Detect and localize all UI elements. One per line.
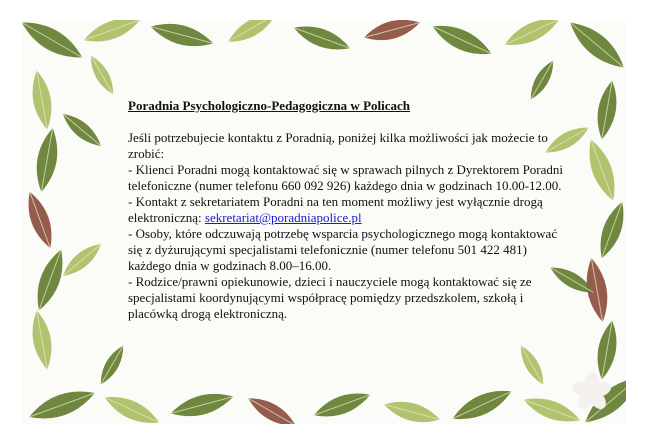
leaf-shape bbox=[101, 389, 163, 424]
leaf-shape bbox=[32, 126, 62, 193]
leaf-shape bbox=[81, 20, 143, 49]
leaf-shape bbox=[525, 57, 559, 102]
leaf-shape bbox=[291, 20, 353, 57]
leaf-shape bbox=[244, 391, 300, 424]
leaf-shape bbox=[28, 69, 56, 131]
notice-intro: Jeśli potrzebujecie kontaktu z Poradnią, poniżej kilka możliwości jak możecie to zrobić: bbox=[128, 130, 548, 161]
leaf-shape bbox=[22, 20, 88, 67]
leaf-shape bbox=[582, 136, 622, 204]
leaf-shape bbox=[593, 199, 626, 261]
leaf-shape bbox=[311, 386, 373, 423]
leaf-shape bbox=[501, 20, 563, 53]
leaf-shape bbox=[85, 52, 119, 97]
leaf-shape bbox=[28, 309, 56, 371]
leaf-shape bbox=[58, 108, 106, 151]
notice-item-secretariat bbox=[128, 194, 568, 226]
notice-frame bbox=[22, 20, 626, 424]
leaf-shape bbox=[593, 79, 621, 141]
leaf-shape bbox=[168, 387, 236, 422]
leaf-shape bbox=[448, 383, 515, 424]
leaf-shape bbox=[593, 319, 621, 381]
notice-item-director-phone: - Klienci Poradni mogą kontaktować się w sprawach pilnych z Dyrektorem Poradni telefoniczne (numer telefonu 660 092 926) każdego dnia w godzinach 10.00-12.00. bbox=[128, 162, 564, 193]
leaf-shape bbox=[30, 246, 70, 314]
notice-text-block bbox=[128, 98, 568, 322]
leaf-shape bbox=[224, 20, 280, 49]
leaf-shape bbox=[515, 342, 549, 387]
leaf-shape bbox=[564, 20, 626, 75]
leaf-shape bbox=[148, 20, 216, 53]
leaf-shape bbox=[95, 342, 129, 387]
leaf-shape bbox=[58, 238, 106, 281]
leaf-shape bbox=[521, 391, 583, 424]
notice-item-coordinating-specialists: - Rodzice/prawni opiekunowie, dzieci i nauczyciele mogą kontaktować się ze specjalistami koordynującymi współpracę pomiędzy przedszkolem, szkołą i placówką drogą elektroniczną. bbox=[128, 274, 532, 321]
leaf-shape bbox=[362, 20, 423, 46]
secretariat-email-link[interactable]: sekretariat@poradniapolice.pl bbox=[204, 210, 362, 225]
leaf-shape bbox=[22, 189, 59, 251]
notice-item-secretariat-text: - Kontakt z sekretariatem Poradni na ten moment możliwy jest wyłącznie drogą elektroniczną: bbox=[128, 194, 543, 225]
leaf-shape bbox=[26, 383, 99, 424]
leaf-shape bbox=[382, 396, 443, 424]
notice-item-psychological-support: - Osoby, które odczuwają potrzebę wsparcia psychologicznego mogą kontaktować się z dyżurującymi specjalistami telefonicznie (numer telefonu 501 422 481) każdego dnia w godzinach 8.00–16.00. bbox=[128, 226, 558, 273]
notice-title: Poradnia Psychologiczno-Pedagogiczna w Policach bbox=[128, 98, 411, 113]
leaf-shape bbox=[428, 20, 495, 62]
